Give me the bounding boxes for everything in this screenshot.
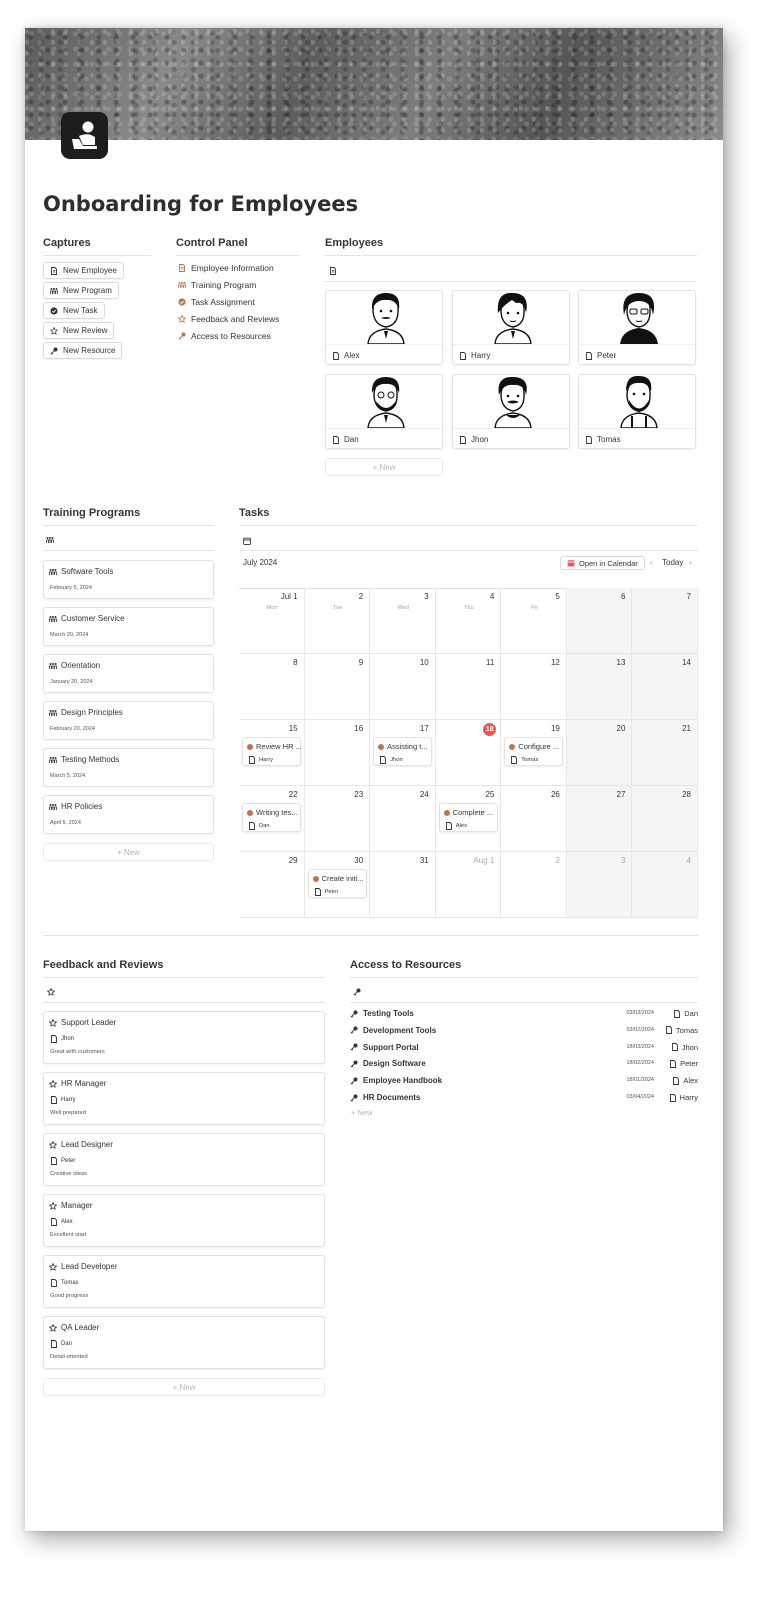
page-icon — [50, 1340, 58, 1348]
divider — [43, 935, 698, 936]
employee-name-row — [579, 428, 696, 449]
page-icon — [50, 1157, 58, 1165]
page-icon — [332, 436, 340, 444]
feedback-note: Well prepared — [50, 1110, 86, 1116]
star-icon — [178, 315, 186, 323]
calendar-day-cell[interactable] — [567, 720, 633, 786]
calendar-day-number: 8 — [293, 658, 298, 667]
feedback-title: HR Manager — [61, 1079, 107, 1088]
calendar-day-cell[interactable] — [632, 588, 698, 654]
feedback-heading: Feedback and Reviews — [43, 959, 325, 978]
calendar-day-cell[interactable] — [305, 786, 371, 852]
resource-person: Jhon — [681, 1042, 698, 1052]
calendar-day-number: 11 — [485, 658, 495, 667]
new-resource-row-button[interactable]: + New — [351, 1108, 373, 1117]
page-icon — [379, 756, 387, 764]
employee-name: Jhon — [471, 435, 489, 444]
control-panel-link-access-to-resources[interactable] — [178, 331, 271, 341]
calendar-day-cell[interactable] — [370, 588, 436, 654]
calendar-day-cell[interactable] — [305, 720, 371, 786]
star-icon — [49, 1202, 57, 1210]
resource-person: Alex — [683, 1076, 698, 1086]
page-icon — [585, 352, 593, 360]
resource-name: HR Documents — [363, 1093, 421, 1102]
feedback-person: Harry — [61, 1097, 76, 1103]
feedback-title: Support Leader — [61, 1018, 117, 1027]
task-title: Configure ... — [518, 742, 560, 751]
calendar-icon[interactable] — [243, 537, 251, 545]
page-icon — [50, 1279, 58, 1287]
people-icon — [49, 662, 57, 670]
calendar-day-number: 19 — [550, 724, 560, 733]
employee-card[interactable] — [452, 290, 570, 365]
resource-date: 18/03/2024 — [626, 1043, 654, 1050]
employee-portrait-image — [453, 291, 570, 344]
feedback-person: Peter — [61, 1158, 76, 1164]
calendar-day-cell[interactable] — [567, 588, 633, 654]
page-icon — [665, 1026, 673, 1034]
calendar-day-number: 2 — [555, 856, 560, 865]
control-panel-heading: Control Panel — [176, 237, 299, 256]
weekday-label: Mon — [266, 605, 278, 611]
divider — [43, 1002, 325, 1003]
employee-name: Alex — [344, 351, 360, 360]
calendar-day-cell[interactable] — [567, 786, 633, 852]
star-icon — [49, 1141, 57, 1149]
calendar-day-number: 29 — [288, 856, 298, 865]
control-panel-link-label: Training Program — [191, 280, 257, 290]
resource-row[interactable] — [350, 1026, 698, 1040]
feedback-card[interactable] — [43, 1194, 325, 1247]
calendar-day-number: 31 — [419, 856, 429, 865]
calendar-day-number: 25 — [485, 790, 495, 799]
key-icon — [350, 1094, 358, 1102]
task-assignee: Dan — [259, 823, 270, 829]
training-program-title: HR Policies — [61, 802, 103, 811]
training-program-card[interactable] — [43, 795, 214, 834]
star-icon — [49, 1324, 57, 1332]
page-icon — [50, 1218, 58, 1226]
training-program-card[interactable] — [43, 748, 214, 787]
training-program-card[interactable] — [43, 607, 214, 646]
key-icon — [178, 332, 186, 340]
calendar-day-cell[interactable] — [501, 654, 567, 720]
page-icon — [510, 756, 518, 764]
page-icon — [671, 1043, 679, 1051]
calendar-day-number: 26 — [550, 790, 560, 799]
calendar-day-number: 4 — [489, 592, 495, 601]
weekday-label: Wed — [397, 605, 409, 611]
divider — [350, 1002, 698, 1003]
task-status-icon — [313, 876, 319, 882]
task-assignee: Jhon — [390, 757, 403, 763]
control-panel-link-task-assignment[interactable] — [178, 297, 255, 307]
employee-name-row — [326, 344, 443, 365]
calendar-day-number: 2 — [358, 592, 364, 601]
resource-date: 18/01/2024 — [626, 1077, 654, 1084]
training-program-date: March 5, 2024 — [50, 773, 86, 779]
resource-date: 03/02/2024 — [626, 1026, 654, 1033]
resource-person: Harry — [679, 1093, 698, 1102]
control-panel-link-label: Access to Resources — [191, 331, 271, 341]
page-icon — [445, 822, 453, 830]
control-panel-link-label: Task Assignment — [191, 297, 255, 307]
resource-date: 03/03/2024 — [626, 1010, 654, 1016]
feedback-card[interactable] — [43, 1011, 325, 1064]
control-panel-link-feedback-and-reviews[interactable] — [178, 314, 279, 324]
page-icon — [50, 267, 58, 275]
calendar-day-cell[interactable] — [567, 654, 633, 720]
weekday-label: Thu — [464, 605, 474, 611]
employees-heading: Employees — [325, 237, 697, 256]
calendar-day-number: 16 — [354, 724, 364, 733]
employee-card[interactable] — [325, 290, 443, 365]
employee-card[interactable] — [578, 290, 696, 365]
calendar-task-card[interactable] — [242, 737, 301, 766]
resource-row[interactable] — [350, 1043, 698, 1057]
page-canvas — [25, 28, 723, 1531]
feedback-card[interactable] — [43, 1255, 325, 1308]
control-panel-link-training-program[interactable] — [178, 280, 256, 290]
divider — [239, 550, 698, 551]
feedback-note: Excellent start — [50, 1232, 87, 1238]
task-title: Review HR ... — [256, 742, 302, 751]
task-status-icon — [247, 744, 253, 750]
resource-row[interactable] — [350, 1059, 698, 1073]
feedback-person: Jhon — [61, 1036, 75, 1042]
task-status-icon — [509, 744, 515, 750]
training-program-title: Design Principles — [61, 708, 123, 717]
resource-name: Development Tools — [363, 1025, 437, 1035]
calendar-day-number: 30 — [354, 856, 364, 865]
check-circle-icon — [178, 298, 186, 306]
calendar-day-number: 15 — [288, 724, 298, 733]
star-icon — [50, 327, 58, 335]
employee-portrait-image — [579, 291, 696, 344]
task-assignee: Tomas — [521, 757, 539, 763]
training-program-title: Software Tools — [61, 567, 114, 576]
employee-portrait-image — [453, 375, 570, 428]
task-assignee: Alex — [455, 823, 467, 829]
calendar-day-number: 13 — [616, 658, 626, 667]
calendar-day-cell[interactable] — [239, 588, 305, 654]
calendar-day-cell[interactable] — [632, 852, 698, 918]
resource-row[interactable] — [350, 1093, 698, 1107]
training-program-date: February 20, 2024 — [50, 726, 95, 732]
control-panel-link-label: Employee Information — [191, 263, 274, 273]
control-panel-link-label: Feedback and Reviews — [191, 314, 280, 324]
calendar-day-number: 27 — [616, 790, 626, 799]
calendar-day-cell[interactable] — [632, 720, 698, 786]
training-programs-heading: Training Programs — [43, 507, 214, 526]
training-program-card[interactable] — [43, 654, 214, 693]
calendar-day-cell[interactable] — [370, 852, 436, 918]
employee-name-row — [453, 344, 570, 365]
feedback-card[interactable] — [43, 1133, 325, 1186]
resource-name: Design Software — [363, 1059, 426, 1069]
people-icon — [50, 287, 58, 295]
feedback-person: Tomas — [61, 1280, 79, 1286]
training-program-title: Orientation — [61, 661, 101, 670]
calendar-day-number: 10 — [419, 658, 429, 667]
calendar-day-number: 21 — [682, 724, 692, 733]
calendar-day-number: 14 — [682, 658, 692, 667]
weekday-label: Fri — [531, 605, 538, 611]
employee-name: Peter — [597, 351, 617, 360]
calendar-day-cell[interactable] — [370, 786, 436, 852]
open-in-calendar-label: Open in Calendar — [579, 558, 638, 568]
resource-person: Dan — [684, 1009, 698, 1018]
page-cover[interactable] — [25, 28, 723, 140]
today-button[interactable]: Today — [662, 558, 684, 567]
new-task-button[interactable] — [43, 302, 105, 319]
page-icon — [669, 1060, 677, 1068]
resource-date: 03/04/2024 — [626, 1094, 654, 1100]
calendar-day-number: 20 — [616, 724, 626, 733]
check-circle-icon — [50, 307, 58, 315]
new-review-button[interactable] — [43, 322, 114, 339]
calendar-day-number: Jul 1 — [280, 592, 298, 601]
training-program-date: April 5, 2024 — [50, 820, 81, 826]
page-icon — [673, 1010, 681, 1018]
calendar-day-cell[interactable] — [305, 588, 371, 654]
chevron-right-icon[interactable]: › — [689, 557, 692, 567]
calendar-task-card[interactable] — [308, 869, 367, 898]
task-status-icon — [378, 744, 384, 750]
chevron-left-icon[interactable]: ‹ — [650, 557, 653, 567]
people-icon — [178, 281, 186, 289]
page-icon — [669, 1094, 677, 1102]
training-program-title: Customer Service — [61, 614, 125, 623]
resource-row[interactable] — [350, 1076, 698, 1090]
resource-row[interactable] — [350, 1009, 698, 1023]
calendar-day-cell[interactable] — [436, 720, 502, 786]
calendar-icon — [567, 559, 575, 567]
key-icon — [350, 1010, 358, 1018]
people-icon[interactable] — [46, 536, 56, 544]
control-panel-link-employee-information[interactable] — [178, 263, 274, 273]
page-icon — [50, 1096, 58, 1104]
employee-card[interactable] — [325, 374, 443, 449]
page-icon — [459, 352, 467, 360]
star-icon — [49, 1019, 57, 1027]
page-icon — [672, 1077, 680, 1085]
task-assignee: Harry — [259, 757, 274, 763]
calendar-day-number: 4 — [686, 856, 692, 865]
task-title: Complete ... — [452, 808, 494, 817]
people-icon — [49, 709, 57, 717]
new-review-label: New Review — [63, 326, 108, 335]
new-training-program-button[interactable]: + New — [43, 843, 214, 861]
calendar-day-number: 22 — [288, 790, 298, 799]
resource-name: Employee Handbook — [363, 1076, 443, 1086]
calendar-day-number: 3 — [424, 592, 429, 601]
feedback-note: Detail-oriented — [50, 1354, 88, 1360]
employee-name-row — [453, 428, 570, 449]
page-icon — [332, 352, 340, 360]
employee-portrait-image — [326, 291, 443, 344]
new-employee-button[interactable] — [43, 262, 124, 279]
page-title: Onboarding for Employees — [43, 192, 359, 216]
training-program-date: January 20, 2024 — [50, 679, 93, 685]
people-icon — [49, 756, 57, 764]
page-icon — [50, 1035, 58, 1043]
calendar-day-cell[interactable] — [436, 654, 502, 720]
employee-name-row — [579, 344, 696, 365]
key-icon — [350, 1026, 358, 1034]
employee-card[interactable] — [452, 374, 570, 449]
training-program-title: Testing Methods — [61, 755, 120, 764]
employee-card[interactable] — [578, 374, 696, 449]
page-icon — [178, 264, 186, 272]
new-task-label: New Task — [63, 306, 98, 315]
calendar-day-number: 12 — [550, 658, 560, 667]
star-icon — [49, 1080, 57, 1088]
key-icon — [50, 347, 58, 355]
feedback-note: Creative ideas — [50, 1171, 88, 1177]
calendar-day-cell[interactable] — [305, 654, 371, 720]
calendar-day-number: 7 — [686, 592, 692, 601]
new-program-label: New Program — [63, 286, 112, 295]
task-assignee: Peter — [324, 889, 339, 895]
feedback-card[interactable] — [43, 1316, 325, 1369]
calendar-day-cell[interactable] — [239, 852, 305, 918]
calendar-task-card[interactable] — [373, 737, 432, 766]
feedback-person: Alex — [61, 1219, 73, 1225]
task-title: Writing tes... — [256, 808, 298, 817]
calendar-day-number: 28 — [682, 790, 692, 799]
people-icon — [49, 803, 57, 811]
calendar-day-cell[interactable] — [436, 852, 502, 918]
page-icon — [314, 888, 322, 896]
task-title: Assisting t... — [387, 742, 428, 751]
page-icon — [459, 436, 467, 444]
calendar-day-cell[interactable] — [501, 852, 567, 918]
training-program-date: February 5, 2024 — [50, 585, 92, 591]
training-program-date: March 20, 2024 — [50, 632, 89, 638]
employee-portrait-image — [579, 375, 696, 428]
tasks-heading: Tasks — [239, 507, 698, 526]
training-program-card[interactable] — [43, 701, 214, 740]
page-icon — [248, 822, 256, 830]
feedback-title: Lead Designer — [61, 1140, 114, 1149]
feedback-note: Good progress — [50, 1293, 89, 1299]
resources-heading: Access to Resources — [350, 959, 698, 978]
calendar-day-number: 24 — [419, 790, 429, 799]
resource-person: Peter — [680, 1059, 698, 1069]
resource-name: Testing Tools — [363, 1009, 414, 1018]
calendar-day-number: 3 — [620, 856, 626, 865]
new-resource-label: New Resource — [63, 346, 116, 355]
calendar-day-number: 23 — [354, 790, 364, 799]
calendar-task-card[interactable] — [504, 737, 563, 766]
calendar-grid — [239, 588, 698, 918]
page-icon — [585, 436, 593, 444]
page-icon — [248, 756, 256, 764]
star-icon — [49, 1263, 57, 1271]
calendar-day-cell[interactable] — [436, 588, 502, 654]
employee-portrait-image — [326, 375, 443, 428]
divider — [325, 281, 697, 282]
page-icon[interactable] — [329, 267, 337, 275]
task-status-icon — [444, 810, 450, 816]
training-program-card[interactable] — [43, 560, 214, 599]
task-title: Create initi... — [321, 874, 364, 883]
employee-name: Tomas — [597, 435, 621, 444]
calendar-day-cell[interactable] — [567, 852, 633, 918]
new-employee-label: New Employee — [63, 266, 117, 275]
divider — [43, 550, 214, 551]
key-icon — [350, 1077, 358, 1085]
captures-heading: Captures — [43, 237, 151, 256]
calendar-day-cell[interactable] — [370, 654, 436, 720]
calendar-day-number: Aug 1 — [473, 856, 495, 865]
people-icon — [49, 568, 57, 576]
calendar-task-card[interactable] — [439, 803, 498, 832]
new-resource-button[interactable] — [43, 342, 122, 359]
open-in-calendar-button[interactable] — [560, 556, 645, 570]
calendar-day-cell[interactable] — [239, 654, 305, 720]
new-feedback-button[interactable]: + New — [43, 1378, 325, 1396]
key-icon — [350, 1043, 358, 1051]
feedback-note: Great with customers — [50, 1049, 105, 1055]
key-icon — [350, 1060, 358, 1068]
new-program-button[interactable] — [43, 282, 119, 299]
feedback-title: Lead Developer — [61, 1262, 118, 1271]
feedback-title: Manager — [61, 1201, 93, 1210]
calendar-day-number: 17 — [419, 724, 429, 733]
resource-date: 18/02/2024 — [626, 1060, 654, 1067]
calendar-day-number: 5 — [555, 592, 560, 601]
calendar-day-number: 6 — [620, 592, 626, 601]
calendar-day-cell[interactable] — [501, 786, 567, 852]
people-icon — [49, 615, 57, 623]
resource-name: Support Portal — [363, 1042, 419, 1052]
weekday-label: Tue — [332, 605, 343, 611]
employee-name-row — [326, 428, 443, 449]
calendar-day-cell[interactable] — [632, 786, 698, 852]
key-icon[interactable] — [353, 988, 361, 996]
employee-name: Dan — [344, 435, 359, 444]
calendar-month-label: July 2024 — [243, 558, 278, 567]
calendar-task-card[interactable] — [242, 803, 301, 832]
feedback-card[interactable] — [43, 1072, 325, 1125]
feedback-person: Dan — [61, 1341, 73, 1347]
calendar-day-cell[interactable] — [632, 654, 698, 720]
task-status-icon — [247, 810, 253, 816]
resource-person: Tomas — [675, 1025, 698, 1035]
star-icon[interactable] — [47, 988, 55, 996]
calendar-day-cell[interactable] — [501, 588, 567, 654]
employee-name: Harry — [471, 351, 491, 360]
new-employee-card-button[interactable]: + New — [325, 458, 443, 476]
calendar-day-number: 9 — [358, 658, 364, 667]
today-date-badge: 18 — [483, 723, 496, 736]
person-at-desk-icon[interactable] — [61, 112, 108, 159]
feedback-title: QA Leader — [61, 1323, 100, 1332]
